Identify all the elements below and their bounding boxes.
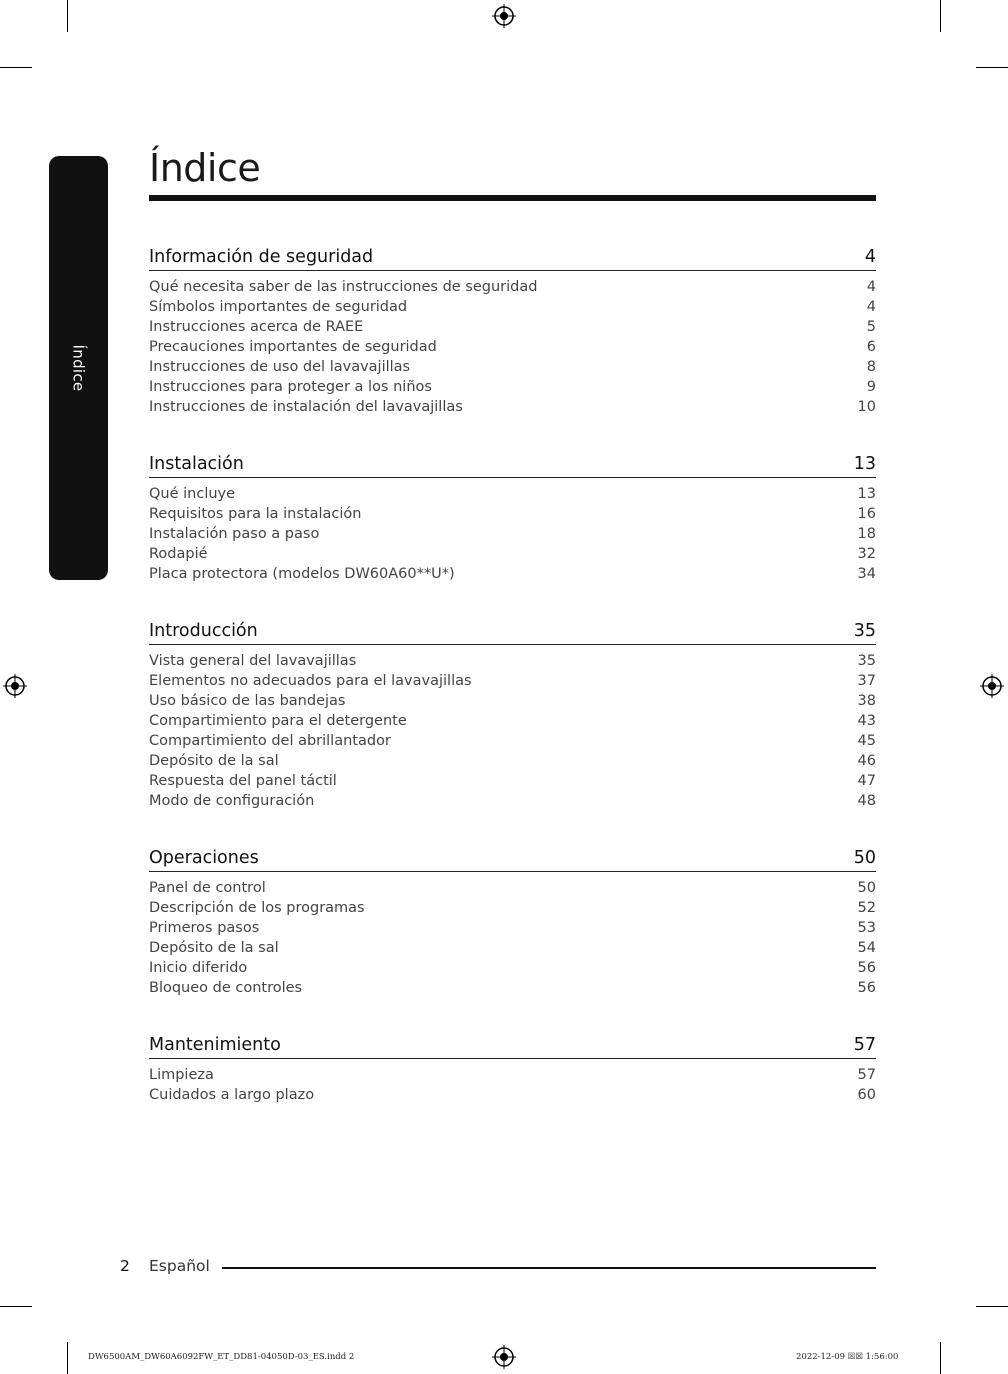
- toc-entry-label: Requisitos para la instalación: [149, 506, 362, 522]
- toc-section-page: 4: [864, 247, 876, 267]
- toc-section-heading[interactable]: [149, 244, 876, 271]
- toc-entry[interactable]: [149, 671, 876, 691]
- toc-section: [149, 1032, 876, 1105]
- toc-entry-page: 50: [857, 880, 876, 896]
- toc-entry-page: 16: [857, 506, 876, 522]
- side-tab-label: Índice: [69, 344, 88, 392]
- toc-entry[interactable]: [149, 898, 876, 918]
- toc-entry-label: Rodapié: [149, 546, 208, 562]
- toc-entry-label: Símbolos importantes de seguridad: [149, 299, 408, 315]
- toc-entry[interactable]: [149, 1065, 876, 1085]
- toc-entry-page: 4: [866, 299, 876, 315]
- print-slug-file: DW6500AM_DW60A6092FW_ET_DD81-04050D-03_ES.indd 2: [88, 1352, 355, 1362]
- toc-entry-page: 37: [857, 673, 876, 689]
- toc-entry-label: Placa protectora (modelos DW60A60**U*): [149, 566, 455, 582]
- toc-entry-page: 53: [857, 920, 876, 936]
- toc-entry-label: Instalación paso a paso: [149, 526, 320, 542]
- toc-section: [149, 618, 876, 811]
- toc-entry-page: 4: [866, 279, 876, 295]
- registration-mark-icon: [980, 674, 1004, 698]
- toc-entry-label: Uso básico de las bandejas: [149, 693, 346, 709]
- toc-section-heading[interactable]: [149, 845, 876, 872]
- toc-entry-page: 43: [857, 713, 876, 729]
- toc-entry[interactable]: [149, 277, 876, 297]
- side-tab-label-wrap: [49, 156, 108, 580]
- toc-entry-page: 34: [857, 566, 876, 582]
- toc-entry-label: Depósito de la sal: [149, 753, 279, 769]
- toc-entry[interactable]: [149, 377, 876, 397]
- toc-entry-page: 52: [857, 900, 876, 916]
- toc-entry-page: 18: [857, 526, 876, 542]
- toc-section-title: Instalación: [149, 454, 244, 474]
- toc-entry[interactable]: [149, 357, 876, 377]
- toc-entry-label: Inicio diferido: [149, 960, 248, 976]
- toc-section-heading[interactable]: [149, 618, 876, 645]
- toc-entry[interactable]: [149, 938, 876, 958]
- toc-entry-label: Instrucciones acerca de RAEE: [149, 319, 364, 335]
- toc-entry-page: 56: [857, 960, 876, 976]
- toc-entry-page: 38: [857, 693, 876, 709]
- toc-section-title: Operaciones: [149, 848, 259, 868]
- toc-entry-label: Cuidados a largo plazo: [149, 1087, 315, 1103]
- crop-mark: [0, 67, 32, 68]
- toc-section-heading[interactable]: [149, 1032, 876, 1059]
- toc-entry[interactable]: [149, 691, 876, 711]
- toc-entry-page: 13: [857, 486, 876, 502]
- toc-entry-label: Primeros pasos: [149, 920, 260, 936]
- crop-mark: [67, 0, 68, 32]
- toc-entry-page: 54: [857, 940, 876, 956]
- toc-entry[interactable]: [149, 297, 876, 317]
- toc-entry[interactable]: [149, 791, 876, 811]
- toc-entry[interactable]: [149, 771, 876, 791]
- toc-entry-page: 32: [857, 546, 876, 562]
- toc-section-heading[interactable]: [149, 451, 876, 478]
- toc-entry[interactable]: [149, 978, 876, 998]
- toc-entry-page: 35: [857, 653, 876, 669]
- toc-entry[interactable]: [149, 524, 876, 544]
- footer-language: Español: [149, 1257, 210, 1275]
- toc-section-page: 50: [853, 848, 876, 868]
- toc-section-title: Información de seguridad: [149, 247, 374, 267]
- toc-entry-page: 60: [857, 1087, 876, 1103]
- toc-section-page: 57: [853, 1035, 876, 1055]
- toc-entry[interactable]: [149, 878, 876, 898]
- toc-entry-page: 6: [866, 339, 876, 355]
- toc-entry-page: 8: [866, 359, 876, 375]
- toc-entry-page: 47: [857, 773, 876, 789]
- toc-entry[interactable]: [149, 484, 876, 504]
- toc-entry[interactable]: [149, 337, 876, 357]
- toc-entry-page: 48: [857, 793, 876, 809]
- toc-entry[interactable]: [149, 651, 876, 671]
- toc-entry-label: Limpieza: [149, 1067, 214, 1083]
- page-number: 2: [120, 1257, 130, 1275]
- toc-entry-page: 56: [857, 980, 876, 996]
- footer-rule: [222, 1267, 876, 1269]
- toc-entry-label: Depósito de la sal: [149, 940, 279, 956]
- crop-mark: [976, 67, 1008, 68]
- table-of-contents: [149, 244, 876, 1139]
- registration-mark-icon: [3, 674, 27, 698]
- print-slug-timestamp: 2022-12-09 ☒☒ 1:56:00: [796, 1352, 899, 1362]
- toc-entry-label: Descripción de los programas: [149, 900, 365, 916]
- toc-entry-label: Qué incluye: [149, 486, 236, 502]
- toc-entry-label: Respuesta del panel táctil: [149, 773, 337, 789]
- toc-section: [149, 244, 876, 417]
- toc-entry[interactable]: [149, 751, 876, 771]
- toc-section-title: Introducción: [149, 621, 258, 641]
- registration-mark-icon: [492, 4, 516, 28]
- page-title: Índice: [149, 146, 261, 190]
- toc-section-page: 35: [853, 621, 876, 641]
- toc-entry-label: Instrucciones de instalación del lavavajillas: [149, 399, 463, 415]
- toc-section: [149, 845, 876, 998]
- toc-entry[interactable]: [149, 544, 876, 564]
- toc-entry-label: Elementos no adecuados para el lavavajillas: [149, 673, 472, 689]
- crop-mark: [67, 1342, 68, 1374]
- toc-entry-page: 45: [857, 733, 876, 749]
- toc-section-page: 13: [853, 454, 876, 474]
- toc-entry-label: Qué necesita saber de las instrucciones de seguridad: [149, 279, 538, 295]
- toc-entry-page: 9: [866, 379, 876, 395]
- toc-entry[interactable]: [149, 317, 876, 337]
- toc-entry-label: Bloqueo de controles: [149, 980, 303, 996]
- toc-entry-label: Vista general del lavavajillas: [149, 653, 357, 669]
- toc-entry[interactable]: [149, 504, 876, 524]
- toc-entry-label: Compartimiento del abrillantador: [149, 733, 391, 749]
- registration-mark-icon: [492, 1345, 516, 1369]
- toc-entry-label: Modo de configuración: [149, 793, 315, 809]
- toc-entry[interactable]: [149, 397, 876, 417]
- toc-entry-label: Compartimiento para el detergente: [149, 713, 407, 729]
- toc-entry[interactable]: [149, 564, 876, 584]
- toc-entry[interactable]: [149, 958, 876, 978]
- toc-entry[interactable]: [149, 918, 876, 938]
- toc-entry[interactable]: [149, 731, 876, 751]
- toc-entry-label: Instrucciones para proteger a los niños: [149, 379, 432, 395]
- toc-section-title: Mantenimiento: [149, 1035, 281, 1055]
- crop-mark: [940, 1342, 941, 1374]
- toc-entry-label: Instrucciones de uso del lavavajillas: [149, 359, 411, 375]
- toc-entry-page: 57: [857, 1067, 876, 1083]
- crop-mark: [976, 1306, 1008, 1307]
- title-rule: [149, 195, 876, 201]
- toc-entry-page: 46: [857, 753, 876, 769]
- crop-mark: [940, 0, 941, 32]
- toc-entry[interactable]: [149, 1085, 876, 1105]
- toc-entry-label: Precauciones importantes de seguridad: [149, 339, 437, 355]
- toc-entry-page: 5: [866, 319, 876, 335]
- toc-entry-label: Panel de control: [149, 880, 266, 896]
- crop-mark: [0, 1306, 32, 1307]
- side-tab: [49, 156, 108, 580]
- toc-entry[interactable]: [149, 711, 876, 731]
- toc-section: [149, 451, 876, 584]
- toc-entry-page: 10: [857, 399, 876, 415]
